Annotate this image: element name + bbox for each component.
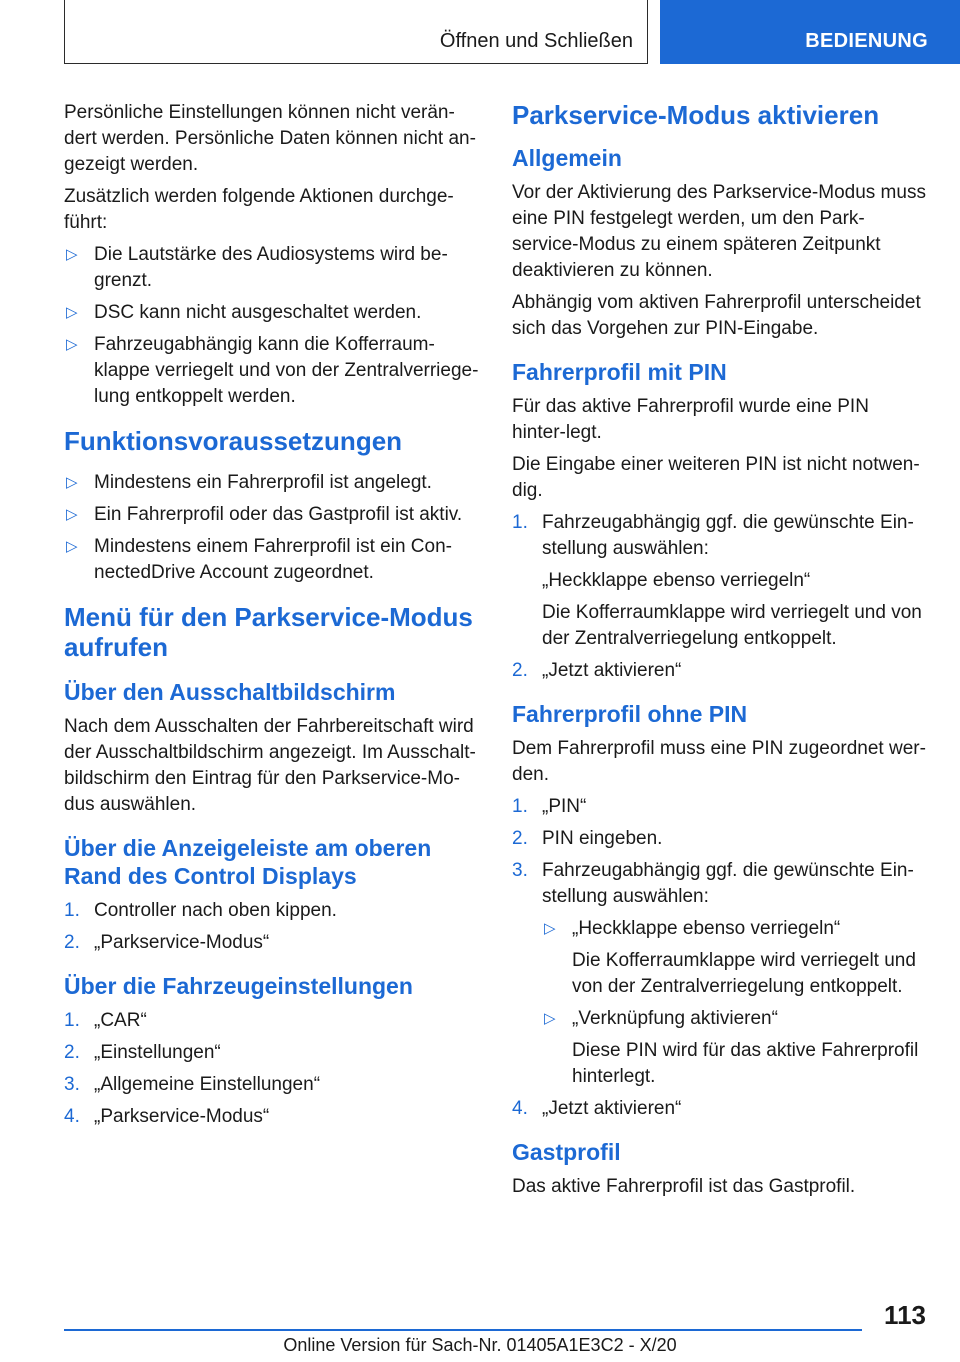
triangle-bullet-icon: ▷ [66,336,78,353]
triangle-bullet-icon: ▷ [66,506,78,523]
step-number: 4. [64,1106,80,1127]
list-item [64,470,480,496]
header-chapter-box [64,0,648,64]
with-pin-steps [512,510,928,684]
list-item-text: Ein Fahrerprofil oder das Gastprofil ist aktiv. [94,504,463,525]
step-note: Die Kofferraumklappe wird verriegelt und von der Zentralverriegelung entkoppelt. [542,602,922,649]
list-item [64,1104,480,1130]
list-item [542,1006,928,1090]
step-text: Fahrzeugabhängig ggf. die gewünschte Ein-stellung auswählen: [542,860,914,907]
list-item-text: Die Lautstärke des Audiosystems wird be-grenzt. [94,244,448,291]
step-text: „Parkservice-Modus“ [94,1106,270,1127]
step-text: Controller nach oben kippen. [94,900,337,921]
triangle-bullet-icon: ▷ [544,920,556,937]
step-text: PIN eingeben. [542,828,663,849]
heading-activate-parkservice: Parkservice-Modus aktivieren [512,100,880,130]
step-number: 2. [64,932,80,953]
step-number: 1. [512,512,528,533]
step-text: Fahrzeugabhängig ggf. die gewünschte Ein-stellung auswählen: [542,512,914,559]
guest-paragraph: Das aktive Fahrerprofil ist das Gastprofil. [512,1176,856,1197]
step-text: „Parkservice-Modus“ [94,932,270,953]
prerequisites-list [64,470,480,586]
step-number: 3. [512,860,528,881]
list-item [64,930,480,956]
list-item [64,898,480,924]
heading-shutdown-screen: Über den Ausschaltbildschirm [64,679,396,705]
list-item [64,1040,480,1066]
list-item-text: Fahrzeugabhängig kann die Kofferraum-klappe verriegelt und von der Zentralverriege-lung entkoppelt werden. [94,334,479,407]
list-item [512,1096,928,1122]
step-number: 2. [512,828,528,849]
general-paragraph: Vor der Aktivierung des Parkservice-Modus muss eine PIN festgelegt werden, um den Park-service-Modus zu einem späteren Zeitpunkt deaktivieren zu können. [512,182,926,281]
list-item [512,826,928,852]
step-number: 1. [64,900,80,921]
heading-guest-profile: Gastprofil [512,1139,621,1165]
triangle-bullet-icon: ▷ [66,538,78,555]
page-number: 113 [884,1300,926,1330]
list-item [64,534,480,586]
with-pin-paragraph: Für das aktive Fahrerprofil wurde eine PIN hinter-legt. [512,396,869,443]
step-number: 1. [64,1010,80,1031]
option-text: „Verknüpfung aktivieren“ [572,1008,778,1029]
option-list [542,916,928,1090]
list-item [64,1008,480,1034]
list-item [64,300,480,326]
step-option: „Heckklappe ebenso verriegeln“ [542,570,811,591]
list-item [512,794,928,820]
step-text: „CAR“ [94,1010,147,1031]
triangle-bullet-icon: ▷ [66,246,78,263]
step-text: „PIN“ [542,796,587,817]
list-item-text: Mindestens einem Fahrerprofil ist ein Con-nectedDrive Account zugeordnet. [94,536,452,583]
step-number: 2. [512,660,528,681]
option-note: Die Kofferraumklappe wird verriegelt und von der Zentralverriegelung entkoppelt. [572,950,916,997]
heading-general: Allgemein [512,145,622,171]
status-bar-steps [64,898,480,956]
list-item [542,916,928,1000]
header-section-tab [660,0,960,64]
list-item [64,1072,480,1098]
triangle-bullet-icon: ▷ [544,1010,556,1027]
heading-vehicle-settings: Über die Fahrzeugeinstellungen [64,973,413,999]
step-number: 1. [512,796,528,817]
step-number: 2. [64,1042,80,1063]
intro-paragraph: Persönliche Einstellungen können nicht verän-dert werden. Persönliche Daten können nicht an-gezeigt werden. [64,102,476,175]
intro-paragraph-actions: Zusätzlich werden folgende Aktionen durchge-führt: [64,186,454,233]
footer-online-version: Online Version für Sach-Nr. 01405A1E3C2 - X/20 [283,1335,677,1355]
list-item [512,658,928,684]
without-pin-steps [512,794,928,1122]
section-title: BEDIENUNG [805,30,928,52]
step-text: „Jetzt aktivieren“ [542,1098,682,1119]
shutdown-screen-text: Nach dem Ausschalten der Fahrbereitschaft wird der Ausschaltbildschirm angezeigt. Im Ausschalt-bildschirm den Eintrag für den Parkservice-Mo-dus auswählen. [64,716,476,815]
heading-profile-with-pin: Fahrerprofil mit PIN [512,359,727,385]
actions-list [64,242,480,410]
with-pin-paragraph-2: Die Eingabe einer weiteren PIN ist nicht notwen-dig. [512,454,920,501]
heading-profile-without-pin: Fahrerprofil ohne PIN [512,701,748,727]
step-number: 4. [512,1098,528,1119]
right-column [512,100,928,1206]
list-item [64,332,480,410]
heading-prerequisites: Funktionsvoraussetzungen [64,426,403,456]
vehicle-settings-steps [64,1008,480,1130]
triangle-bullet-icon: ▷ [66,474,78,491]
heading-status-bar: Über die Anzeigeleiste am oberen Rand des Control Displays [64,835,432,889]
list-item [64,502,480,528]
list-item [512,858,928,1090]
option-text: „Heckklappe ebenso verriegeln“ [572,918,841,939]
heading-open-menu: Menü für den Parkservice-Modus aufrufen [64,602,473,662]
step-text: „Allgemeine Einstellungen“ [94,1074,321,1095]
step-number: 3. [64,1074,80,1095]
footer-divider [64,1329,862,1331]
list-item-text: Mindestens ein Fahrerprofil ist angelegt. [94,472,432,493]
step-text: „Jetzt aktivieren“ [542,660,682,681]
without-pin-paragraph: Dem Fahrerprofil muss eine PIN zugeordnet wer-den. [512,738,926,785]
chapter-title: Öffnen und Schließen [439,30,633,52]
left-column [64,100,480,1136]
general-paragraph-profile: Abhängig vom aktiven Fahrerprofil unterscheidet sich das Vorgehen zur PIN-Eingabe. [512,292,921,339]
option-note: Diese PIN wird für das aktive Fahrerprofil hinterlegt. [572,1040,919,1087]
list-item [64,242,480,294]
triangle-bullet-icon: ▷ [66,304,78,321]
list-item-text: DSC kann nicht ausgeschaltet werden. [94,302,422,323]
list-item [512,510,928,652]
step-text: „Einstellungen“ [94,1042,221,1063]
